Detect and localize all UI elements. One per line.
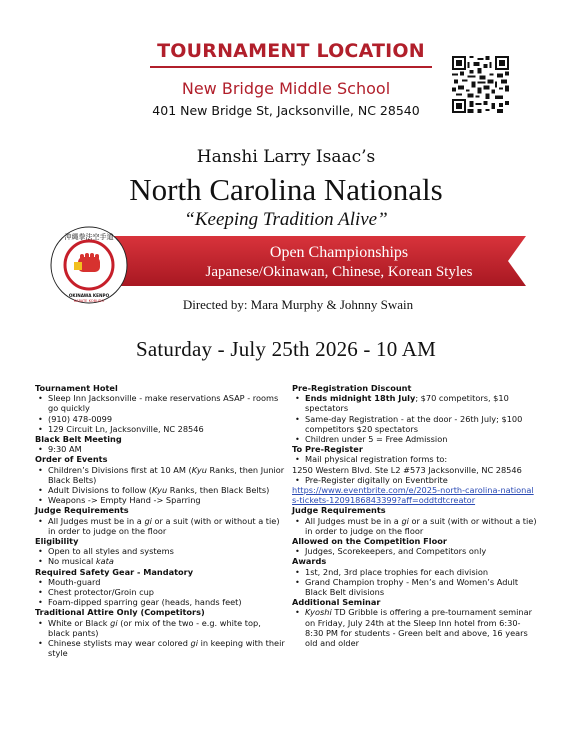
svg-text:沖縄拳法空手道: 沖縄拳法空手道 [64,233,114,241]
list-item [35,516,285,536]
ribbon-line-1: Open Championships [269,244,409,261]
list-item [35,556,285,566]
item-text: or a suit (with or without a tie) in order to judge on the floor [305,515,537,536]
section-heading: Allowed on the Competition Floor [292,536,447,547]
list-item [292,393,537,413]
item-italic: gi [144,515,152,526]
list-item: • Judges, Scorekeepers, and Competitors only [292,546,537,556]
item-text: Children’s Divisions first at 10 AM ( [48,464,192,475]
list-item: • Mail physical registration forms to: [292,454,537,464]
item-text: Adult Divisions to follow ( [48,485,153,496]
list-item [35,465,285,485]
item-text: in keeping with their style [48,638,285,659]
item-text: All Judges must be in a [305,515,402,526]
list-item: • Sleep Inn Jacksonville - make reservations ASAP - rooms go quickly [35,393,285,413]
item-text: White or Black [48,617,111,628]
left-info-column [35,383,285,658]
section-heading: Awards [292,556,327,567]
right-info-column [292,383,537,648]
item-text: All Judges must be in a [48,515,145,526]
item-italic: gi [401,515,409,526]
venue-name: New Bridge Middle School [181,79,391,98]
list-item: • Grand Champion trophy - Men’s and Women’s Adult Black Belt divisions [292,577,537,597]
tournament-location-heading: TOURNAMENT LOCATION [157,40,425,62]
list-item: • Foam-dipped sparring gear (heads, hands feet) [35,597,285,607]
item-italic: gi [110,617,118,628]
item-text: No musical [48,556,96,567]
item-text: or a suit (with or without a tie) in order to judge on the floor [48,515,280,536]
item-text: ; $70 competitors, $10 spectators [305,393,509,414]
svg-text:KARATE KOBUDO: KARATE KOBUDO [73,299,105,303]
eventbrite-link[interactable]: https://www.eventbrite.com/e/2025-north-carolina-nationals-tickets-1209186843399?aff=oddtdtcreator [292,485,534,506]
item-text: Ranks, then Junior Black Belts) [48,464,285,485]
list-item [35,618,285,638]
item-italic: Kyu [152,485,168,496]
list-item: • Same-day Registration - at the door - 26th July; $100 competitors $20 spectators [292,414,537,434]
section-heading: Additional Seminar [292,597,381,608]
championship-ribbon [92,236,526,286]
list-item [292,607,537,648]
item-text: Ranks, then Black Belts) [167,485,270,496]
list-item [35,638,285,658]
item-italic: kata [95,556,114,567]
tournament-location-box [150,39,432,69]
list-item [35,485,285,495]
list-item: • Mouth-guard [35,577,285,587]
item-text: TD Gribble is offering a pre-tournament seminar on Friday, July 24th at the Sleep Inn hotel from 6:30-8:30 PM for students - Green belt and above, 16 years old and older [305,607,532,649]
section-heading: Black Belt Meeting [35,434,122,445]
list-item: • 129 Circuit Ln, Jacksonville, NC 28546 [35,424,285,434]
item-italic: Kyu [191,464,207,475]
item-italic: Kyoshi [305,607,332,618]
list-item: • Pre-Register digitally on Eventbrite [292,475,537,485]
section-heading: Judge Requirements [35,505,129,516]
item-text: Chinese stylists may wear colored [48,638,191,649]
list-item: • Children under 5 = Free Admission [292,434,537,444]
section-heading: Traditional Attire Only (Competitors) [35,607,205,618]
section-heading: To Pre-Register [292,444,363,455]
svg-text:OKINAWA KENPO: OKINAWA KENPO [68,293,110,298]
list-item [292,516,537,536]
section-heading: Eligibility [35,536,79,547]
heading-underline [150,66,432,68]
presenter-name: Hanshi Larry Isaac’s [196,147,376,167]
section-heading: Order of Events [35,454,108,465]
list-item: • 9:30 AM [35,444,285,454]
mailing-address: 1250 Western Blvd. Ste L2 #573 Jacksonville, NC 28546 [292,464,522,475]
directors-line: Directed by: Mara Murphy & Johnny Swain [182,297,414,312]
section-heading: Tournament Hotel [35,383,118,393]
okinawa-kenpo-logo-icon [50,226,128,304]
section-heading: Pre-Registration Discount [292,383,412,393]
event-title: North Carolina Nationals [129,172,443,207]
list-item: • Chest protector/Groin cup [35,587,285,597]
item-text: (or mix of the two - e.g. white top, black pants) [48,617,261,638]
list-item: • (910) 478-0099 [35,414,285,424]
event-slogan: “Keeping Tradition Alive” [184,209,388,230]
ribbon-line-2: Japanese/Okinawan, Chinese, Korean Styles [205,264,473,280]
item-bold: Ends midnight 18th July [305,393,416,404]
venue-address: 401 New Bridge St, Jacksonville, NC 28540 [152,103,420,118]
list-item: • Open to all styles and systems [35,546,285,556]
section-heading: Required Safety Gear - Mandatory [35,566,194,577]
list-item: • Weapons -> Empty Hand -> Sparring [35,495,285,505]
item-italic: gi [190,638,198,649]
event-date: Saturday - July 25th 2026 - 10 AM [135,337,436,361]
qr-code-icon[interactable] [452,56,509,113]
list-item: • 1st, 2nd, 3rd place trophies for each division [292,567,537,577]
section-heading: Judge Requirements [292,505,386,516]
